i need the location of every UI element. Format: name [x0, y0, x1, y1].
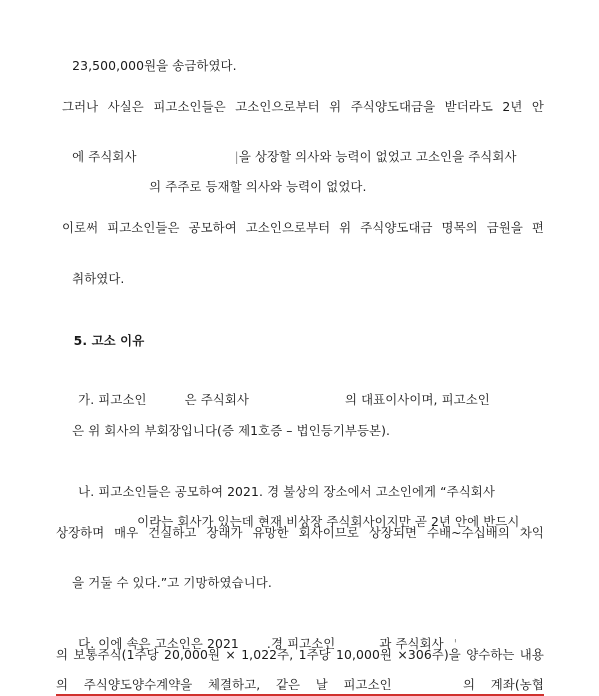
paragraph-line — [56, 401, 544, 461]
text: 날 — [315, 677, 328, 692]
text: 계좌(농협 — [490, 677, 544, 692]
paragraph-line — [56, 553, 544, 613]
text: 이라는 회사가 있는데 현재 비상장 주식회사이지만 곧 2년 안에 반드시 — [137, 514, 520, 529]
word: 장래가 — [206, 525, 243, 540]
word: 10,000원 — [336, 647, 393, 662]
word: 명목의 — [441, 220, 478, 235]
word: 그러나 — [62, 99, 99, 114]
text: 의 대표이사이며, 피고소인 — [344, 392, 490, 407]
text: 의 — [56, 677, 69, 692]
text: 주식양도양수계약을 — [83, 677, 193, 692]
word: 주식양도대금을 — [350, 99, 436, 114]
text-cursor-mark: | — [234, 149, 239, 164]
text: 다. 이에 속은 고소인은 2021 — [78, 636, 239, 651]
text: 을 거둘 수 있다.”고 기망하였습니다. — [72, 575, 272, 590]
word: 양수하는 — [466, 647, 515, 662]
text-cursor-mark: ' — [453, 636, 458, 651]
word: 보통주식(1주당 — [73, 647, 159, 662]
word: 내용 — [519, 647, 544, 662]
word: 공모하여 — [188, 220, 237, 235]
paragraph-line — [133, 157, 599, 217]
text: 은 위 회사의 부회장입니다(증 제1호증 – 법인등기부등본). — [72, 423, 391, 438]
word: 수배~수십배의 — [427, 525, 510, 540]
paragraph-line-justified — [56, 523, 544, 543]
word: 상장하며 — [56, 525, 105, 540]
paragraph-line-justified — [62, 218, 544, 238]
paragraph-line-justified — [62, 97, 544, 117]
word: 20,000원 — [164, 647, 221, 662]
word: 위 — [329, 99, 342, 114]
paragraph-line-justified — [56, 645, 544, 665]
text: 체결하고, — [207, 677, 261, 692]
text: 피고소인 — [343, 677, 392, 692]
word: 매우 — [114, 525, 139, 540]
paragraph-line-underlined — [56, 675, 544, 695]
text: .경 피고소인 — [266, 636, 336, 651]
text: 에 주식회사 — [72, 149, 137, 164]
word: 고소인으로부터 — [235, 99, 320, 114]
paragraph-line — [121, 492, 599, 552]
word: 2년 — [502, 99, 523, 114]
text: 5. 고소 이유 — [73, 333, 145, 348]
word: 유망한 — [252, 525, 289, 540]
text: 가. 피고소인 — [78, 392, 147, 407]
word: 고소인으로부터 — [245, 220, 331, 235]
text: 취하였다. — [72, 271, 125, 286]
word: 위 — [339, 220, 352, 235]
word: 1,022주, — [241, 647, 294, 662]
word: 받더라도 — [444, 99, 493, 114]
text: 을 상장할 의사와 능력이 없었고 고소인을 주식회사 — [238, 149, 517, 164]
word: 사실은 — [107, 99, 144, 114]
text: 의 — [463, 677, 476, 692]
text: 의 주주로 등재할 의사와 능력이 없었다. — [149, 179, 367, 194]
word: 1주당 — [298, 647, 331, 662]
paragraph-line — [62, 614, 550, 674]
word: 피고소인들은 — [107, 220, 180, 235]
word: × — [225, 647, 236, 662]
word: 회사이므로 — [298, 525, 359, 540]
word: 안 — [531, 99, 544, 114]
word: 의 — [56, 647, 69, 662]
word: 상장되면 — [368, 525, 418, 540]
text: 같은 — [275, 677, 301, 692]
word: 피고소인들은 — [153, 99, 226, 114]
word: ×306주)을 — [397, 647, 461, 662]
word: 이로써 — [62, 220, 99, 235]
paragraph-line — [56, 249, 544, 309]
section-heading — [56, 311, 544, 371]
text: 은 주식회사 — [184, 392, 249, 407]
paragraph-line — [56, 36, 544, 96]
text: 23,500,000원을 송금하였다. — [72, 58, 237, 73]
word: 편 — [531, 220, 544, 235]
blank-space — [407, 675, 447, 695]
word: 차익 — [519, 525, 544, 540]
word: 건실하고 — [148, 525, 197, 540]
text: 과 주식회사 — [379, 636, 444, 651]
text: 나. 피고소인들은 공모하여 2021. 경 불상의 장소에서 고소인에게 “주식회사 — [78, 484, 495, 499]
word: 주식양도대금 — [360, 220, 433, 235]
word: 금원을 — [486, 220, 523, 235]
